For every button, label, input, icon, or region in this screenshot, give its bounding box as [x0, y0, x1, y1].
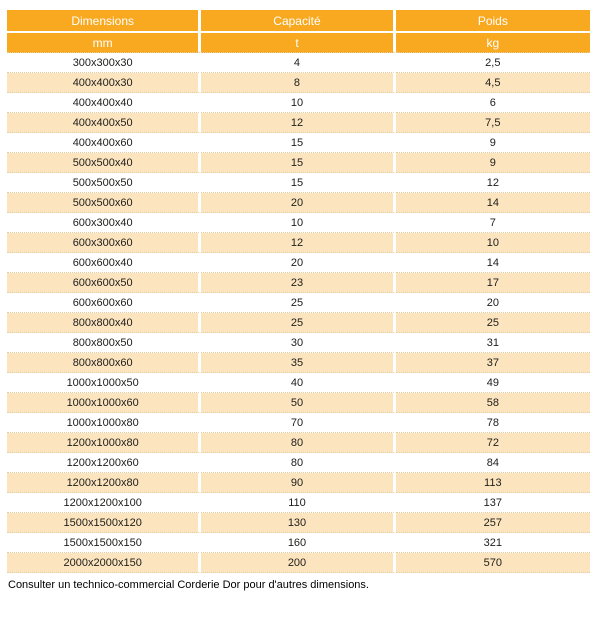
dimensions-cell: 1000x1000x60	[7, 393, 201, 413]
table-row	[7, 433, 590, 453]
table-row	[7, 293, 590, 313]
dimensions-cell: 500x500x50	[7, 173, 201, 193]
dimensions-cell: 600x600x60	[7, 293, 201, 313]
weight-cell: 31	[396, 333, 590, 353]
capacity-cell: 25	[201, 313, 395, 333]
dimensions-cell: 600x600x50	[7, 273, 201, 293]
table-row	[7, 413, 590, 433]
table-row	[7, 133, 590, 153]
footer-note: Consulter un technico-commercial Corderie Dor pour d'autres dimensions.	[8, 579, 369, 591]
table-row	[7, 353, 590, 373]
table-row	[7, 473, 590, 493]
capacity-cell: 23	[201, 273, 395, 293]
dimensions-cell: 400x400x40	[7, 93, 201, 113]
header-row-units	[7, 33, 590, 53]
table-header	[7, 10, 590, 53]
capacity-cell: 70	[201, 413, 395, 433]
table-row	[7, 113, 590, 133]
dimensions-cell: 500x500x60	[7, 193, 201, 213]
dimensions-cell: 600x300x40	[7, 213, 201, 233]
weight-cell: 58	[396, 393, 590, 413]
weight-cell: 321	[396, 533, 590, 553]
header-weight: Poids	[396, 10, 590, 33]
capacity-cell: 10	[201, 213, 395, 233]
table-row	[7, 493, 590, 513]
weight-cell: 570	[396, 553, 590, 573]
weight-cell: 49	[396, 373, 590, 393]
dimensions-cell: 300x300x30	[7, 53, 201, 73]
dimensions-cell: 2000x2000x150	[7, 553, 201, 573]
table-row	[7, 53, 590, 73]
table-body	[7, 53, 590, 573]
dimensions-cell: 400x400x30	[7, 73, 201, 93]
unit-weight: kg	[396, 33, 590, 53]
capacity-cell: 50	[201, 393, 395, 413]
capacity-cell: 20	[201, 193, 395, 213]
table-row	[7, 533, 590, 553]
header-dimensions: Dimensions	[7, 10, 201, 33]
table-row	[7, 313, 590, 333]
weight-cell: 72	[396, 433, 590, 453]
capacity-cell: 160	[201, 533, 395, 553]
weight-cell: 137	[396, 493, 590, 513]
dimensions-cell: 400x400x60	[7, 133, 201, 153]
dimensions-cell: 600x300x60	[7, 233, 201, 253]
dimensions-cell: 1200x1200x100	[7, 493, 201, 513]
table-row	[7, 333, 590, 353]
dimensions-cell: 500x500x40	[7, 153, 201, 173]
weight-cell: 12	[396, 173, 590, 193]
dimensions-cell: 1000x1000x50	[7, 373, 201, 393]
table-row	[7, 93, 590, 113]
weight-cell: 37	[396, 353, 590, 373]
capacity-cell: 80	[201, 433, 395, 453]
table-row	[7, 233, 590, 253]
weight-cell: 84	[396, 453, 590, 473]
dimensions-capacity-weight-table	[7, 10, 590, 573]
dimensions-cell: 800x800x40	[7, 313, 201, 333]
capacity-cell: 12	[201, 233, 395, 253]
capacity-cell: 200	[201, 553, 395, 573]
weight-cell: 20	[396, 293, 590, 313]
weight-cell: 9	[396, 153, 590, 173]
dimensions-cell: 1200x1000x80	[7, 433, 201, 453]
unit-dimensions: mm	[7, 33, 201, 53]
capacity-cell: 8	[201, 73, 395, 93]
weight-cell: 9	[396, 133, 590, 153]
table-row	[7, 373, 590, 393]
table-row	[7, 213, 590, 233]
dimensions-cell: 1200x1200x80	[7, 473, 201, 493]
table-row	[7, 513, 590, 533]
weight-cell: 78	[396, 413, 590, 433]
dimensions-cell: 800x800x60	[7, 353, 201, 373]
dimensions-cell: 1200x1200x60	[7, 453, 201, 473]
dimensions-cell: 800x800x50	[7, 333, 201, 353]
weight-cell: 4,5	[396, 73, 590, 93]
capacity-cell: 15	[201, 173, 395, 193]
capacity-cell: 10	[201, 93, 395, 113]
capacity-cell: 4	[201, 53, 395, 73]
weight-cell: 7,5	[396, 113, 590, 133]
weight-cell: 10	[396, 233, 590, 253]
capacity-cell: 130	[201, 513, 395, 533]
weight-cell: 2,5	[396, 53, 590, 73]
capacity-cell: 35	[201, 353, 395, 373]
weight-cell: 14	[396, 253, 590, 273]
capacity-cell: 30	[201, 333, 395, 353]
capacity-cell: 110	[201, 493, 395, 513]
capacity-cell: 12	[201, 113, 395, 133]
table-row	[7, 173, 590, 193]
capacity-cell: 15	[201, 153, 395, 173]
capacity-cell: 80	[201, 453, 395, 473]
header-capacity: Capacité	[201, 10, 395, 33]
table-row	[7, 273, 590, 293]
capacity-cell: 90	[201, 473, 395, 493]
dimensions-cell: 400x400x50	[7, 113, 201, 133]
dimensions-cell: 600x600x40	[7, 253, 201, 273]
dimensions-cell: 1000x1000x80	[7, 413, 201, 433]
weight-cell: 25	[396, 313, 590, 333]
table-row	[7, 73, 590, 93]
table-row	[7, 253, 590, 273]
capacity-cell: 25	[201, 293, 395, 313]
weight-cell: 7	[396, 213, 590, 233]
weight-cell: 17	[396, 273, 590, 293]
header-row-labels	[7, 10, 590, 33]
table-row	[7, 153, 590, 173]
capacity-cell: 15	[201, 133, 395, 153]
capacity-cell: 20	[201, 253, 395, 273]
table-row	[7, 393, 590, 413]
weight-cell: 257	[396, 513, 590, 533]
table-row	[7, 453, 590, 473]
weight-cell: 14	[396, 193, 590, 213]
weight-cell: 6	[396, 93, 590, 113]
dimensions-cell: 1500x1500x150	[7, 533, 201, 553]
table-row	[7, 553, 590, 573]
weight-cell: 113	[396, 473, 590, 493]
dimensions-cell: 1500x1500x120	[7, 513, 201, 533]
table-row	[7, 193, 590, 213]
capacity-cell: 40	[201, 373, 395, 393]
unit-capacity: t	[201, 33, 395, 53]
